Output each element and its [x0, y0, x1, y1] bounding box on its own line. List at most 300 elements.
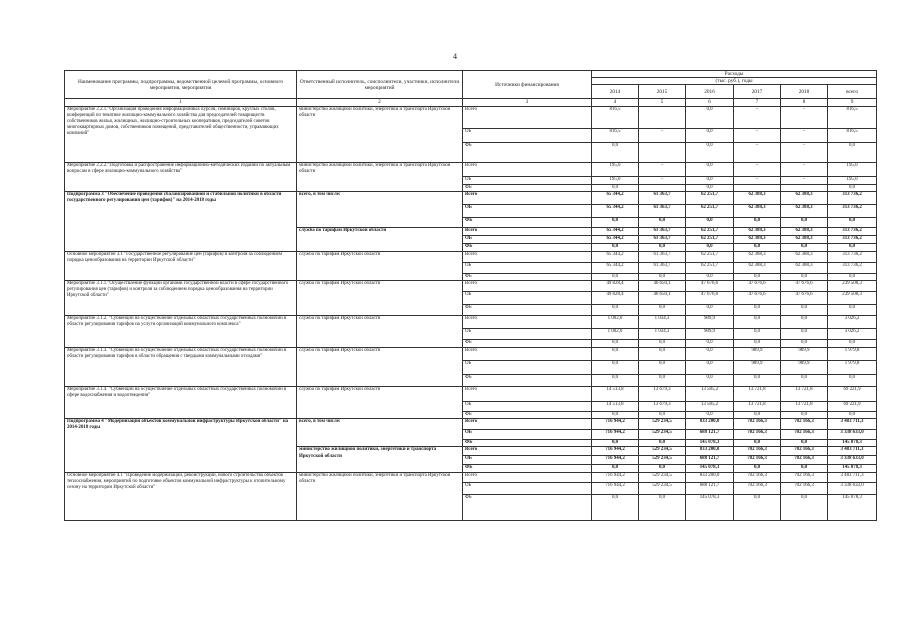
amount-cell: 13 721,8 [734, 387, 781, 402]
funding-source: ОБ [463, 361, 592, 375]
amount-cell: 65 344,2 [592, 235, 639, 243]
amount-cell: 62 251,7 [686, 227, 734, 235]
amount-cell: 13 585,2 [686, 387, 734, 402]
amount-cell: 1 034,3 [639, 329, 686, 340]
table-body [65, 106, 877, 520]
year-2017: 2017 [734, 85, 781, 99]
funding-source: ФБ [463, 440, 592, 447]
amount-cell: 0,0 [592, 142, 639, 162]
amount-cell: 0,0 [592, 440, 639, 447]
amount-cell: 989,9 [781, 361, 828, 375]
amount-cell: 47 676,6 [781, 292, 828, 305]
funding-source: Всего [463, 281, 592, 292]
amount-cell: 62 388,3 [734, 251, 781, 262]
amount-cell: 816,5 [592, 106, 639, 128]
funding-source: ФБ [463, 494, 592, 520]
amount-cell: 0,0 [592, 340, 639, 348]
amount-cell: 0,0 [734, 375, 781, 387]
amount-cell: 0,0 [734, 217, 781, 227]
amount-cell: 195,0 [592, 162, 639, 176]
amount-cell: – [734, 176, 781, 184]
funding-source: ФБ [463, 412, 592, 419]
funding-source: Всего [463, 106, 592, 128]
amount-cell [639, 106, 686, 128]
table-row [65, 472, 877, 482]
amount-cell: 313 736,2 [828, 262, 877, 273]
amount-cell: 14 513,8 [592, 402, 639, 412]
amount-cell: 239 508,3 [828, 292, 877, 305]
amount-cell: 0,0 [639, 375, 686, 387]
row-name: Мероприятие 3.1.3. "Субвенции на осуществление отдельных областных государственных полномочий в области регулирования тарифов в области обращения с твердыми коммунальными отходами" [65, 348, 297, 387]
table-row [65, 387, 877, 402]
header-name: Наименование программы, подпрограммы, ведомственной целевой программы, основного мероприятия, мероприятия [65, 71, 297, 99]
row-executor: служба по тарифам Иркутской области [297, 251, 463, 280]
row-executor: всего, в том числе: [297, 191, 463, 227]
amount-cell: 3 338 633,0 [828, 482, 877, 494]
amount-cell: 62 388,3 [781, 227, 828, 235]
funding-source: ОБ [463, 430, 592, 440]
row-name: Подпрограмма 4 "Модернизация объектов коммунальной инфраструктуры Иркутской области" на 2014-2018 годы [65, 419, 297, 472]
column-number: 9 [828, 99, 877, 106]
column-number: 3 [463, 99, 592, 106]
funding-source: ФБ [463, 375, 592, 387]
amount-cell: 0,0 [686, 217, 734, 227]
funding-source: ОБ [463, 329, 592, 340]
column-number: 1 [65, 99, 297, 106]
amount-cell: 0,0 [639, 412, 686, 419]
amount-cell: 13 679,3 [639, 402, 686, 412]
row-name: Основное мероприятие 4.1 "Проведение модернизации, реконструкции, нового строительства объектов теплоснабжения, мероприятий по подготовке объектов коммунальной инфраструктуры к отопительному сезону на территории Иркутской области" [65, 472, 297, 520]
amount-cell [781, 184, 828, 191]
amount-cell: 0,0 [592, 465, 639, 472]
amount-cell: 0,0 [734, 316, 781, 329]
amount-cell: 62 388,3 [734, 262, 781, 273]
funding-source: ОБ [463, 402, 592, 412]
amount-cell: – [781, 162, 828, 176]
amount-cell: 0,0 [686, 273, 734, 280]
amount-cell: 688 121,7 [686, 456, 734, 465]
funding-source: ФБ [463, 142, 592, 162]
amount-cell: 145 078,3 [686, 440, 734, 447]
amount-cell: 49 828,4 [592, 281, 639, 292]
amount-cell: 46 650,1 [639, 292, 686, 305]
amount-cell: 0,0 [592, 184, 639, 191]
amount-cell: – [734, 162, 781, 176]
amount-cell: 239 508,3 [828, 281, 877, 292]
amount-cell: 3 026,2 [828, 316, 877, 329]
funding-source: ОБ [463, 262, 592, 273]
financing-table [64, 70, 877, 521]
amount-cell: 0,0 [734, 340, 781, 348]
funding-source: ФБ [463, 465, 592, 472]
amount-cell: 13 679,3 [639, 387, 686, 402]
row-executor: министерство жилищной политики, энергетики и транспорта Иркутской области [297, 472, 463, 520]
table-row [65, 191, 877, 204]
funding-source: Всего [463, 472, 592, 482]
amount-cell: 702 166,3 [734, 419, 781, 430]
amount-cell: 833 200,0 [686, 419, 734, 430]
amount-cell: 0,0 [686, 162, 734, 176]
amount-cell: 62 388,3 [734, 204, 781, 217]
amount-cell: 62 388,3 [781, 235, 828, 243]
funding-source: ОБ [463, 456, 592, 465]
header-expenses: Расходы [592, 71, 877, 78]
amount-cell: 0,0 [781, 412, 828, 419]
column-number: 8 [781, 99, 828, 106]
amount-cell: 716 944,2 [592, 430, 639, 440]
amount-cell: 313 736,2 [828, 227, 877, 235]
table-row [65, 419, 877, 430]
amount-cell: 62 388,3 [781, 191, 828, 204]
amount-cell: 0,0 [686, 184, 734, 191]
amount-cell: 13 585,2 [686, 402, 734, 412]
amount-cell: 0,0 [686, 361, 734, 375]
table-row [65, 348, 877, 361]
amount-cell [734, 184, 781, 191]
amount-cell: 62 251,7 [686, 204, 734, 217]
row-executor: служба по тарифам Иркутской области [297, 316, 463, 348]
amount-cell: 833 200,0 [686, 472, 734, 482]
amount-cell: 529 234,5 [639, 419, 686, 430]
amount-cell: 0,0 [781, 440, 828, 447]
row-name: Мероприятие 2.2.2."Подготовка и распространение информационно-методических изданий по актуальным вопросам в сфере жилищно-коммунального хозяйства" [65, 162, 297, 191]
amount-cell: 65 344,2 [592, 262, 639, 273]
amount-cell: 47 676,6 [686, 292, 734, 305]
amount-cell: 1 034,3 [639, 316, 686, 329]
amount-cell: 0,0 [639, 273, 686, 280]
year-2018: 2018 [781, 85, 828, 99]
amount-cell: 0,0 [828, 184, 877, 191]
amount-cell: 702 166,3 [734, 482, 781, 494]
amount-cell: 1 979,8 [828, 361, 877, 375]
amount-cell: 61 363,7 [639, 204, 686, 217]
amount-cell: 46 650,1 [639, 281, 686, 292]
amount-cell: 0,0 [686, 243, 734, 251]
header-source: Источники финансирования [463, 71, 592, 99]
funding-source: Всего [463, 387, 592, 402]
column-number: 6 [686, 99, 734, 106]
amount-cell: 61 363,7 [639, 262, 686, 273]
funding-source: ФБ [463, 340, 592, 348]
amount-cell: 69 221,9 [828, 402, 877, 412]
amount-cell: – [734, 128, 781, 142]
amount-cell: 716 944,2 [592, 447, 639, 456]
amount-cell: 195,0 [828, 176, 877, 184]
amount-cell: 0,0 [828, 412, 877, 419]
amount-cell: 989,9 [686, 329, 734, 340]
amount-cell: 195,0 [828, 162, 877, 176]
year-total: всего [828, 85, 877, 99]
amount-cell: 47 676,6 [686, 281, 734, 292]
amount-cell: 0,0 [781, 273, 828, 280]
page-number: 4 [453, 52, 457, 61]
amount-cell: 313 736,2 [828, 204, 877, 217]
amount-cell: 529 234,5 [639, 456, 686, 465]
funding-source: Всего [463, 348, 592, 361]
amount-cell: 13 721,8 [734, 402, 781, 412]
amount-cell: 0,0 [686, 348, 734, 361]
amount-cell: 145 078,3 [828, 465, 877, 472]
funding-source: Всего [463, 447, 592, 456]
amount-cell: 0,0 [828, 217, 877, 227]
amount-cell: 702 166,3 [734, 456, 781, 465]
amount-cell: 0,0 [686, 106, 734, 128]
amount-cell: 0,0 [639, 243, 686, 251]
amount-cell: 816,5 [592, 128, 639, 142]
row-name: Мероприятие 3.1.4. "Субвенции на осуществление отдельных областных государственных полномочий в сфере водоснабжения и водоотведения" [65, 387, 297, 419]
amount-cell: 0,0 [781, 465, 828, 472]
amount-cell: 69 221,9 [828, 387, 877, 402]
row-executor: служба по тарифам Иркутской области [297, 281, 463, 316]
year-2016: 2016 [686, 85, 734, 99]
funding-source: ФБ [463, 184, 592, 191]
amount-cell: 0,0 [592, 217, 639, 227]
amount-cell: – [639, 176, 686, 184]
column-number: 2 [297, 99, 463, 106]
amount-cell: 65 344,2 [592, 204, 639, 217]
amount-cell: 0,0 [734, 305, 781, 316]
amount-cell: 0,0 [734, 273, 781, 280]
table-row [65, 251, 877, 262]
amount-cell: 0,0 [686, 305, 734, 316]
amount-cell: 529 234,5 [639, 482, 686, 494]
amount-cell: 529 234,5 [639, 430, 686, 440]
row-name: Мероприятие 3.1.1."Осуществление функций органами государственной власти в сфере государственного регулирования цен (тарифов) и контроля за соблюдением порядка ценообразования на территории Иркутской области" [65, 281, 297, 316]
amount-cell: 313 736,2 [828, 235, 877, 243]
amount-cell: 0,0 [734, 243, 781, 251]
amount-cell: 62 251,7 [686, 262, 734, 273]
amount-cell: 49 828,4 [592, 292, 639, 305]
amount-cell: 1 002,0 [592, 329, 639, 340]
row-name: Мероприятие 2.2.1."Организация проведения информационных курсов, семинаров, круглых столов, конференций по тематике жилищно-коммунального хозяйства для председателей товариществ собственников жилья, жилищных, жилищно-строительных кооперативов, председателей советов многоквартирных домов, собственников помещений, представителей общественности, управляющих компаний" [65, 106, 297, 162]
amount-cell: 61 363,7 [639, 235, 686, 243]
amount-cell: 688 121,7 [686, 430, 734, 440]
amount-cell: 688 121,7 [686, 482, 734, 494]
amount-cell: – [781, 106, 828, 128]
amount-cell: 0,0 [828, 243, 877, 251]
funding-source: ОБ [463, 235, 592, 243]
amount-cell: 61 363,7 [639, 191, 686, 204]
amount-cell: – [734, 142, 781, 162]
amount-cell: 0,0 [734, 494, 781, 520]
amount-cell: – [781, 128, 828, 142]
amount-cell: 0,0 [639, 348, 686, 361]
amount-cell: 0,0 [592, 305, 639, 316]
funding-source: Всего [463, 162, 592, 176]
amount-cell: 0,0 [592, 273, 639, 280]
amount-cell: 702 166,3 [734, 447, 781, 456]
amount-cell: 14 513,8 [592, 387, 639, 402]
amount-cell: 3 338 633,0 [828, 456, 877, 465]
amount-cell: 0,0 [781, 340, 828, 348]
header-executor: Ответственный исполнитель, соисполнители, участники, исполнители мероприятий [297, 71, 463, 99]
funding-source: ФБ [463, 217, 592, 227]
amount-cell: 65 344,2 [592, 227, 639, 235]
amount-cell: 529 234,5 [639, 447, 686, 456]
funding-source: ОБ [463, 128, 592, 142]
amount-cell: 0,0 [592, 243, 639, 251]
amount-cell: 0,0 [828, 375, 877, 387]
amount-cell: 195,0 [592, 176, 639, 184]
amount-cell: 0,0 [686, 340, 734, 348]
funding-source: ОБ [463, 292, 592, 305]
amount-cell: 145 078,3 [686, 465, 734, 472]
funding-source: ФБ [463, 273, 592, 280]
table-row [65, 316, 877, 329]
funding-source: ОБ [463, 176, 592, 184]
amount-cell: 0,0 [734, 465, 781, 472]
amount-cell: 65 344,2 [592, 191, 639, 204]
amount-cell [639, 184, 686, 191]
amount-cell: 989,9 [734, 348, 781, 361]
amount-cell: 3 338 633,0 [828, 430, 877, 440]
amount-cell: 0,0 [686, 375, 734, 387]
amount-cell: – [781, 176, 828, 184]
amount-cell: – [734, 106, 781, 128]
amount-cell: 145 078,3 [686, 494, 734, 520]
amount-cell: 47 676,6 [734, 281, 781, 292]
amount-cell: 816,5 [828, 106, 877, 128]
amount-cell: 0,0 [781, 316, 828, 329]
amount-cell: 0,0 [686, 176, 734, 184]
row-executor: министерство жилищной политики, энергетики и транспорта Иркутской области [297, 447, 463, 472]
amount-cell: 13 721,8 [781, 402, 828, 412]
amount-cell: 702 166,3 [781, 472, 828, 482]
amount-cell: 702 166,3 [781, 430, 828, 440]
amount-cell: 0,0 [639, 465, 686, 472]
amount-cell: 0,0 [828, 340, 877, 348]
amount-cell: 702 166,3 [781, 456, 828, 465]
amount-cell: 313 736,2 [828, 191, 877, 204]
amount-cell: 0,0 [828, 142, 877, 162]
amount-cell: 62 388,3 [734, 191, 781, 204]
table-header [65, 71, 877, 107]
amount-cell: 62 251,7 [686, 235, 734, 243]
amount-cell: 1 979,8 [828, 348, 877, 361]
amount-cell: – [639, 162, 686, 176]
amount-cell: 61 363,7 [639, 251, 686, 262]
amount-cell: 989,9 [686, 316, 734, 329]
amount-cell: 62 388,3 [781, 251, 828, 262]
amount-cell: 0,0 [781, 217, 828, 227]
funding-source: Всего [463, 251, 592, 262]
amount-cell: 0,0 [592, 348, 639, 361]
row-executor: министерство жилищной политики, энергетики и транспорта Иркутской области [297, 106, 463, 162]
funding-source: Всего [463, 227, 592, 235]
amount-cell: 0,0 [781, 375, 828, 387]
amount-cell: 716 944,2 [592, 482, 639, 494]
amount-cell: 62 251,7 [686, 191, 734, 204]
amount-cell: – [639, 128, 686, 142]
column-number: 5 [639, 99, 686, 106]
amount-cell: 62 388,3 [734, 235, 781, 243]
funding-source: Всего [463, 419, 592, 430]
funding-source: ОБ [463, 204, 592, 217]
amount-cell: 0,0 [734, 329, 781, 340]
amount-cell: 61 363,7 [639, 227, 686, 235]
amount-cell: 702 166,3 [734, 430, 781, 440]
amount-cell: 702 166,3 [781, 419, 828, 430]
amount-cell: 989,9 [781, 348, 828, 361]
amount-cell: 702 166,3 [734, 472, 781, 482]
funding-source: ФБ [463, 243, 592, 251]
amount-cell: 0,0 [734, 440, 781, 447]
amount-cell: 13 721,8 [781, 387, 828, 402]
amount-cell: 0,0 [639, 305, 686, 316]
amount-cell: 833 200,0 [686, 447, 734, 456]
amount-cell: 313 736,2 [828, 251, 877, 262]
amount-cell: 0,0 [592, 412, 639, 419]
row-executor: служба по тарифам Иркутской области [297, 227, 463, 251]
amount-cell: 3 483 711,3 [828, 472, 877, 482]
funding-source: Всего [463, 191, 592, 204]
row-executor: всего, в том числе: [297, 419, 463, 447]
amount-cell: 0,0 [734, 412, 781, 419]
funding-source: Всего [463, 316, 592, 329]
amount-cell: 716 944,2 [592, 419, 639, 430]
amount-cell: 3 026,2 [828, 329, 877, 340]
row-name: Подпрограмма 3 "Обеспечение проведения сбалансированной и стабильной политики в области государственного регулирования цен (тарифов)" на 2014-2018 годы [65, 191, 297, 251]
amount-cell: 0,0 [781, 494, 828, 520]
amount-cell: 0,0 [639, 361, 686, 375]
row-executor: служба по тарифам Иркутской области [297, 348, 463, 387]
funding-source: ОБ [463, 482, 592, 494]
year-2014: 2014 [592, 85, 639, 99]
amount-cell: 0,0 [639, 340, 686, 348]
row-executor: министерство жилищной политики, энергетики и транспорта Иркутской области [297, 162, 463, 191]
amount-cell: 62 388,3 [781, 262, 828, 273]
amount-cell: 3 483 711,3 [828, 447, 877, 456]
amount-cell: 0,0 [686, 128, 734, 142]
amount-cell: 0,0 [781, 305, 828, 316]
amount-cell: 62 251,7 [686, 251, 734, 262]
table-row [65, 162, 877, 176]
amount-cell: 1 002,0 [592, 316, 639, 329]
amount-cell: 716 944,2 [592, 456, 639, 465]
amount-cell: 0,0 [639, 217, 686, 227]
amount-cell: 47 676,6 [734, 292, 781, 305]
amount-cell: 62 388,3 [781, 204, 828, 217]
amount-cell: 0,0 [639, 494, 686, 520]
amount-cell: 0,0 [828, 273, 877, 280]
amount-cell: 145 078,3 [828, 494, 877, 520]
amount-cell: 0,0 [781, 329, 828, 340]
amount-cell: 816,5 [828, 128, 877, 142]
row-executor: служба по тарифам Иркутской области [297, 387, 463, 419]
amount-cell: 716 944,2 [592, 472, 639, 482]
column-number: 7 [734, 99, 781, 106]
amount-cell: – [781, 142, 828, 162]
amount-cell: 702 166,3 [781, 482, 828, 494]
amount-cell: 0,0 [639, 440, 686, 447]
table-row [65, 106, 877, 128]
amount-cell: 0,0 [592, 494, 639, 520]
header-units: (тыс. руб.), годы [592, 78, 877, 85]
amount-cell [639, 142, 686, 162]
amount-cell: 0,0 [686, 142, 734, 162]
amount-cell: 0,0 [686, 412, 734, 419]
amount-cell: 3 483 711,3 [828, 419, 877, 430]
amount-cell: 65 344,2 [592, 251, 639, 262]
row-name: Основное мероприятие 3.1 "Государственное регулирование цен (тарифов) и контроля за соблюдением порядка ценообразования на территории Иркутской области" [65, 251, 297, 280]
amount-cell: 0,0 [592, 375, 639, 387]
amount-cell: 0,0 [828, 305, 877, 316]
amount-cell: 0,0 [592, 361, 639, 375]
amount-cell: 989,9 [734, 361, 781, 375]
amount-cell: 702 166,3 [781, 447, 828, 456]
table-row [65, 281, 877, 292]
amount-cell: 47 676,6 [781, 281, 828, 292]
